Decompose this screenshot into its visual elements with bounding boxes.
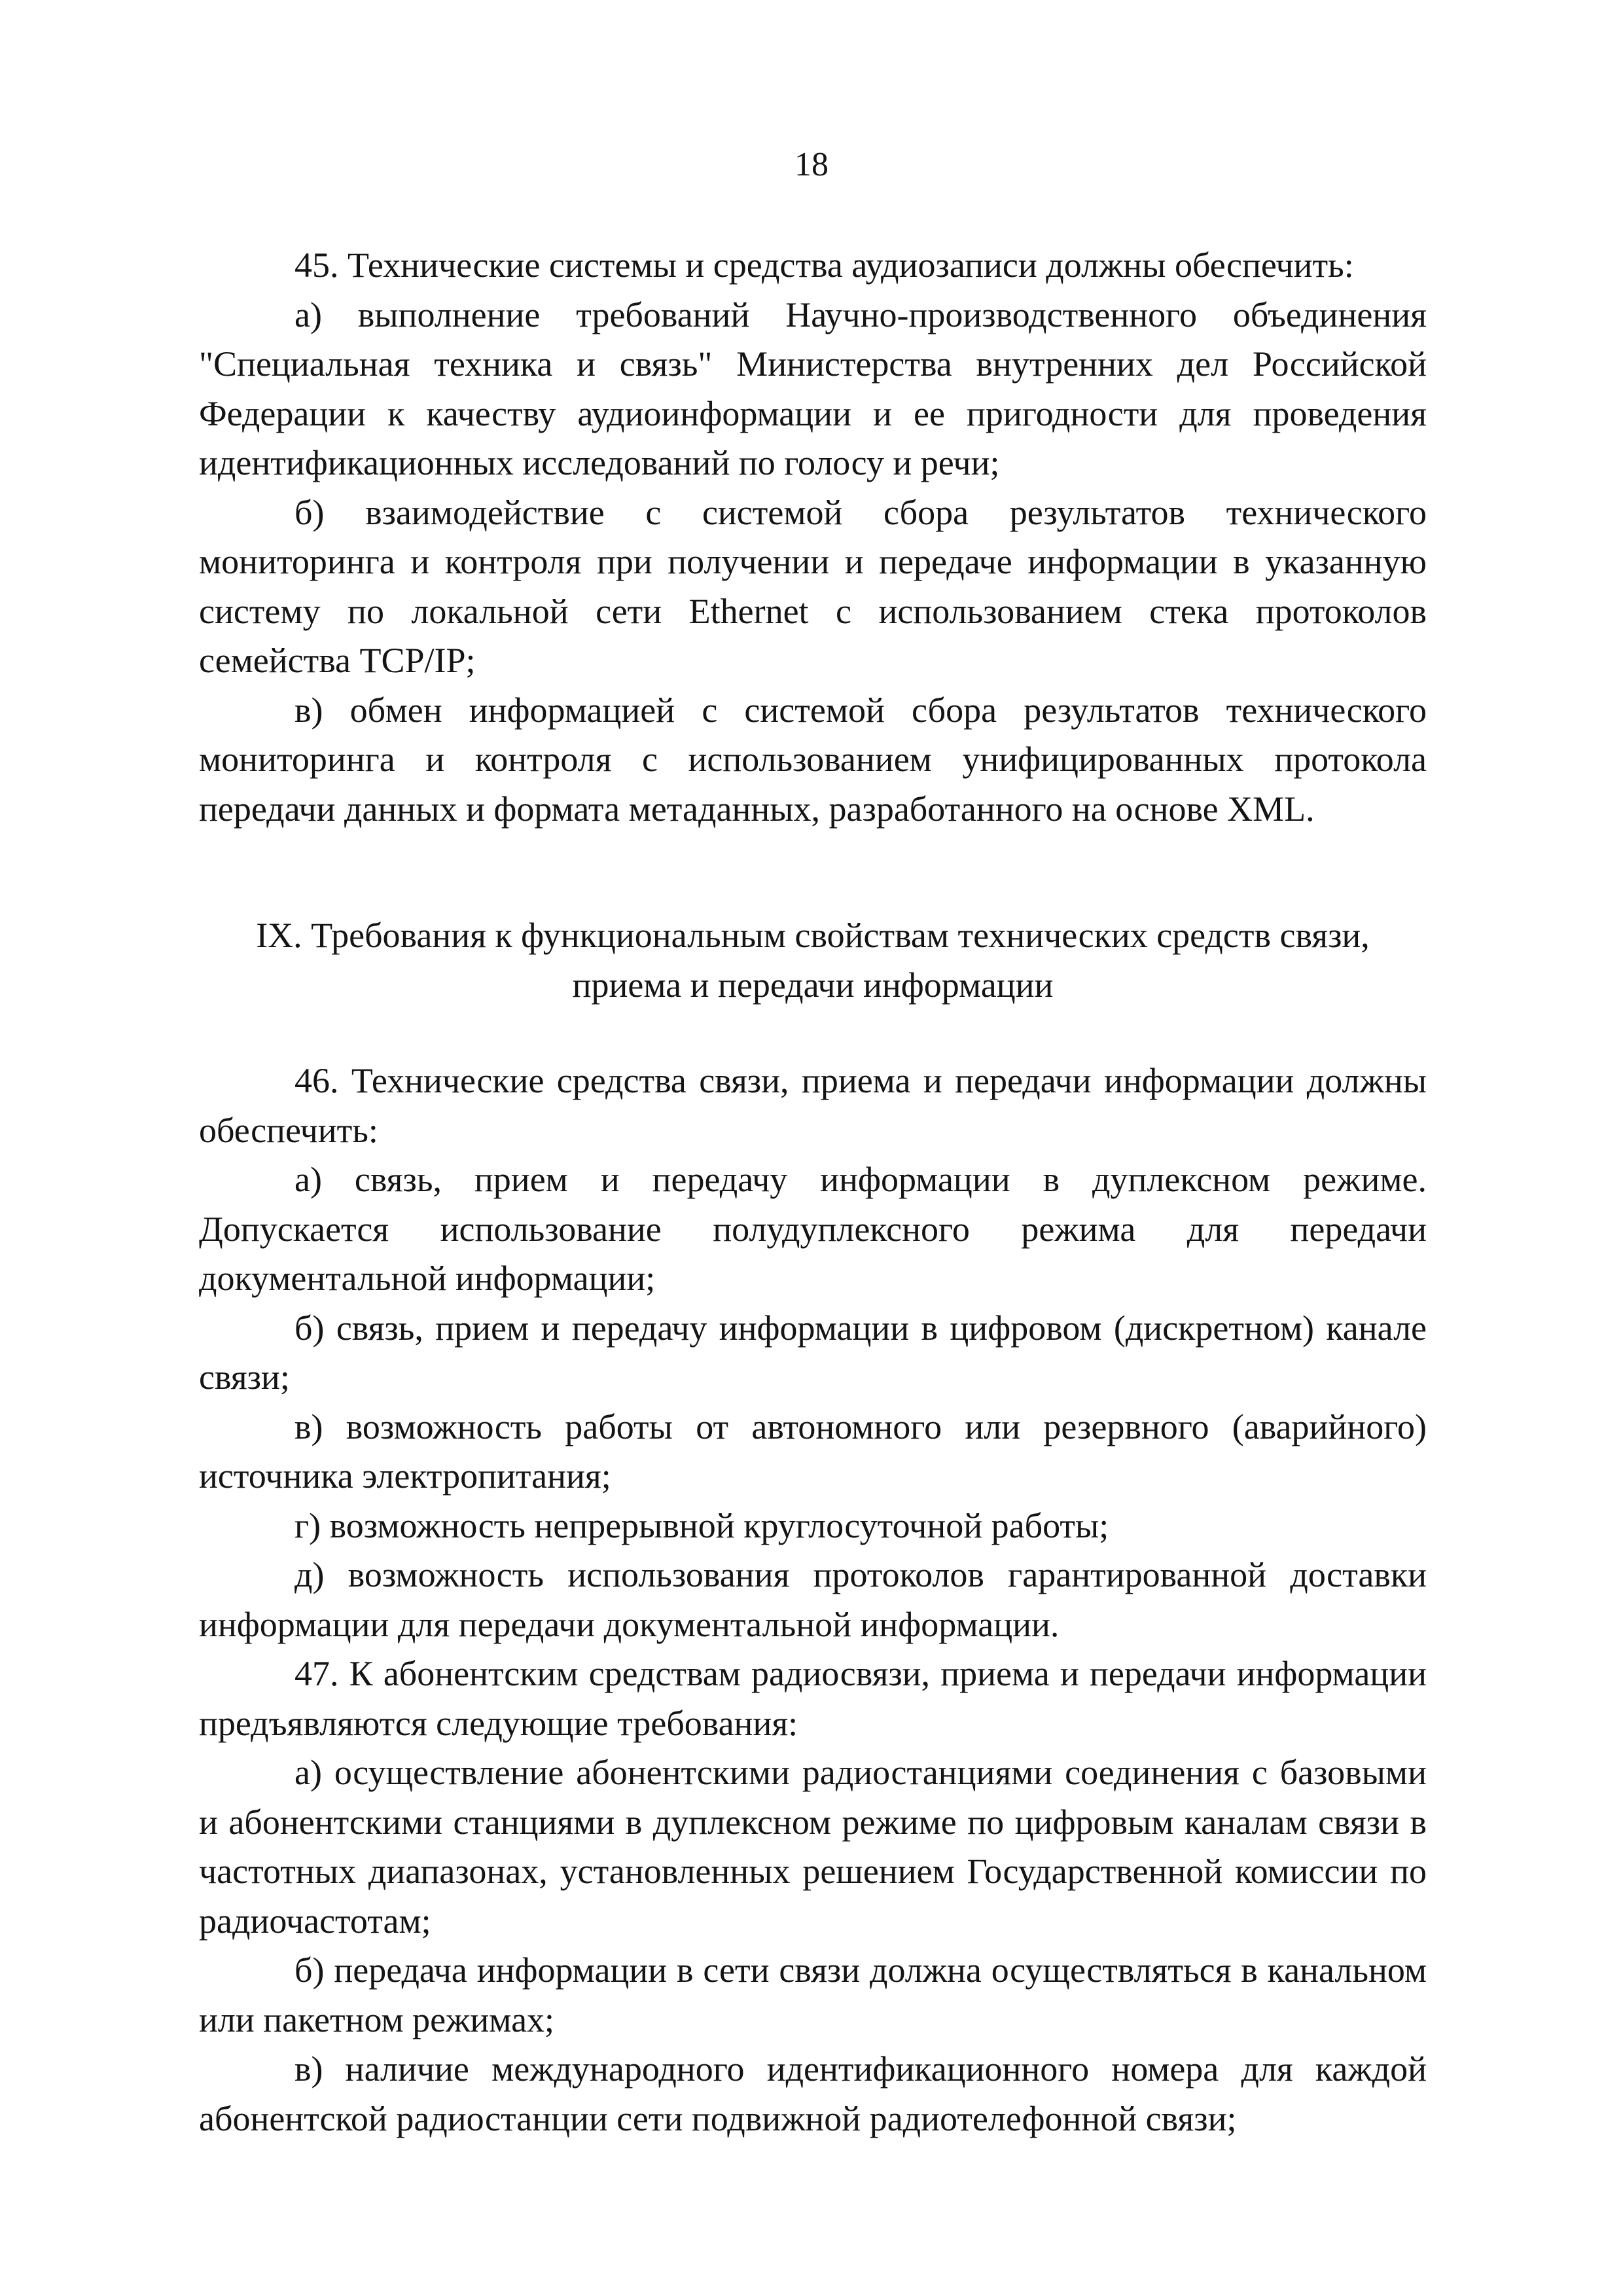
- section-ix-block: [199, 1056, 1427, 2144]
- paragraph-45-a: а) выполнение требований Научно-производственного объединения "Специальная техника и связь" Министерства внутренних дел Российской Федерации к качеству аудиоинформации и ее пригодности для проведения идентификационных исследований по голосу и речи;: [199, 295, 1427, 482]
- paragraph-46-a: а) связь, прием и передачу информации в дуплексном режиме. Допускается использование полудуплексного режима для передачи документальной информации;: [199, 1160, 1427, 1298]
- paragraph-45: 45. Технические системы и средства аудиозаписи должны обеспечить:: [294, 245, 1354, 285]
- paragraph-45-v: в) обмен информацией с системой сбора результатов технического мониторинга и контроля с использованием унифицированных протокола передачи данных и формата метаданных, разработанного на основе XML.: [199, 690, 1427, 829]
- paragraph-45-b: б) взаимодействие с системой сбора результатов технического мониторинга и контроля при получении и передаче информации в указанную систему по локальной сети Ethernet с использованием стека протоколов семейства TCP/IP;: [199, 492, 1427, 680]
- paragraph-46: 46. Технические средства связи, приема и передачи информации должны обеспечить:: [199, 1061, 1427, 1150]
- section-viii-block: [199, 241, 1427, 834]
- paragraph-46-d: д) возможность использования протоколов гарантированной доставки информации для передачи документальной информации.: [199, 1555, 1427, 1644]
- paragraph-47: 47. К абонентским средствам радиосвязи, приема и передачи информации предъявляются следующие требования:: [199, 1654, 1427, 1743]
- page-number: 18: [794, 146, 829, 183]
- section-ix-heading: [199, 911, 1427, 1010]
- section-ix-heading-line-1: IX. Требования к функциональным свойствам технических средств связи,: [256, 916, 1370, 955]
- section-ix-heading-line-2: приема и передачи информации: [572, 965, 1054, 1005]
- paragraph-46-g: г) возможность непрерывной круглосуточной работы;: [294, 1505, 1109, 1545]
- paragraph-47-a: а) осуществление абонентскими радиостанциями соединения с базовыми и абонентскими станциями в дуплексном режиме по цифровым каналам связи в частотных диапазонах, установленных решением Государственной комиссии по радиочастотам;: [199, 1753, 1427, 1941]
- paragraph-46-b: б) связь, прием и передачу информации в цифровом (дискретном) канале связи;: [199, 1308, 1427, 1397]
- paragraph-47-v: в) наличие международного идентификационного номера для каждой абонентской радиостанции сети подвижной радиотелефонной связи;: [199, 2049, 1427, 2138]
- paragraph-47-b: б) передача информации в сети связи должна осуществляться в канальном или пакетном режимах;: [199, 1950, 1427, 2039]
- paragraph-46-v: в) возможность работы от автономного или резервного (аварийного) источника электропитания;: [199, 1407, 1427, 1496]
